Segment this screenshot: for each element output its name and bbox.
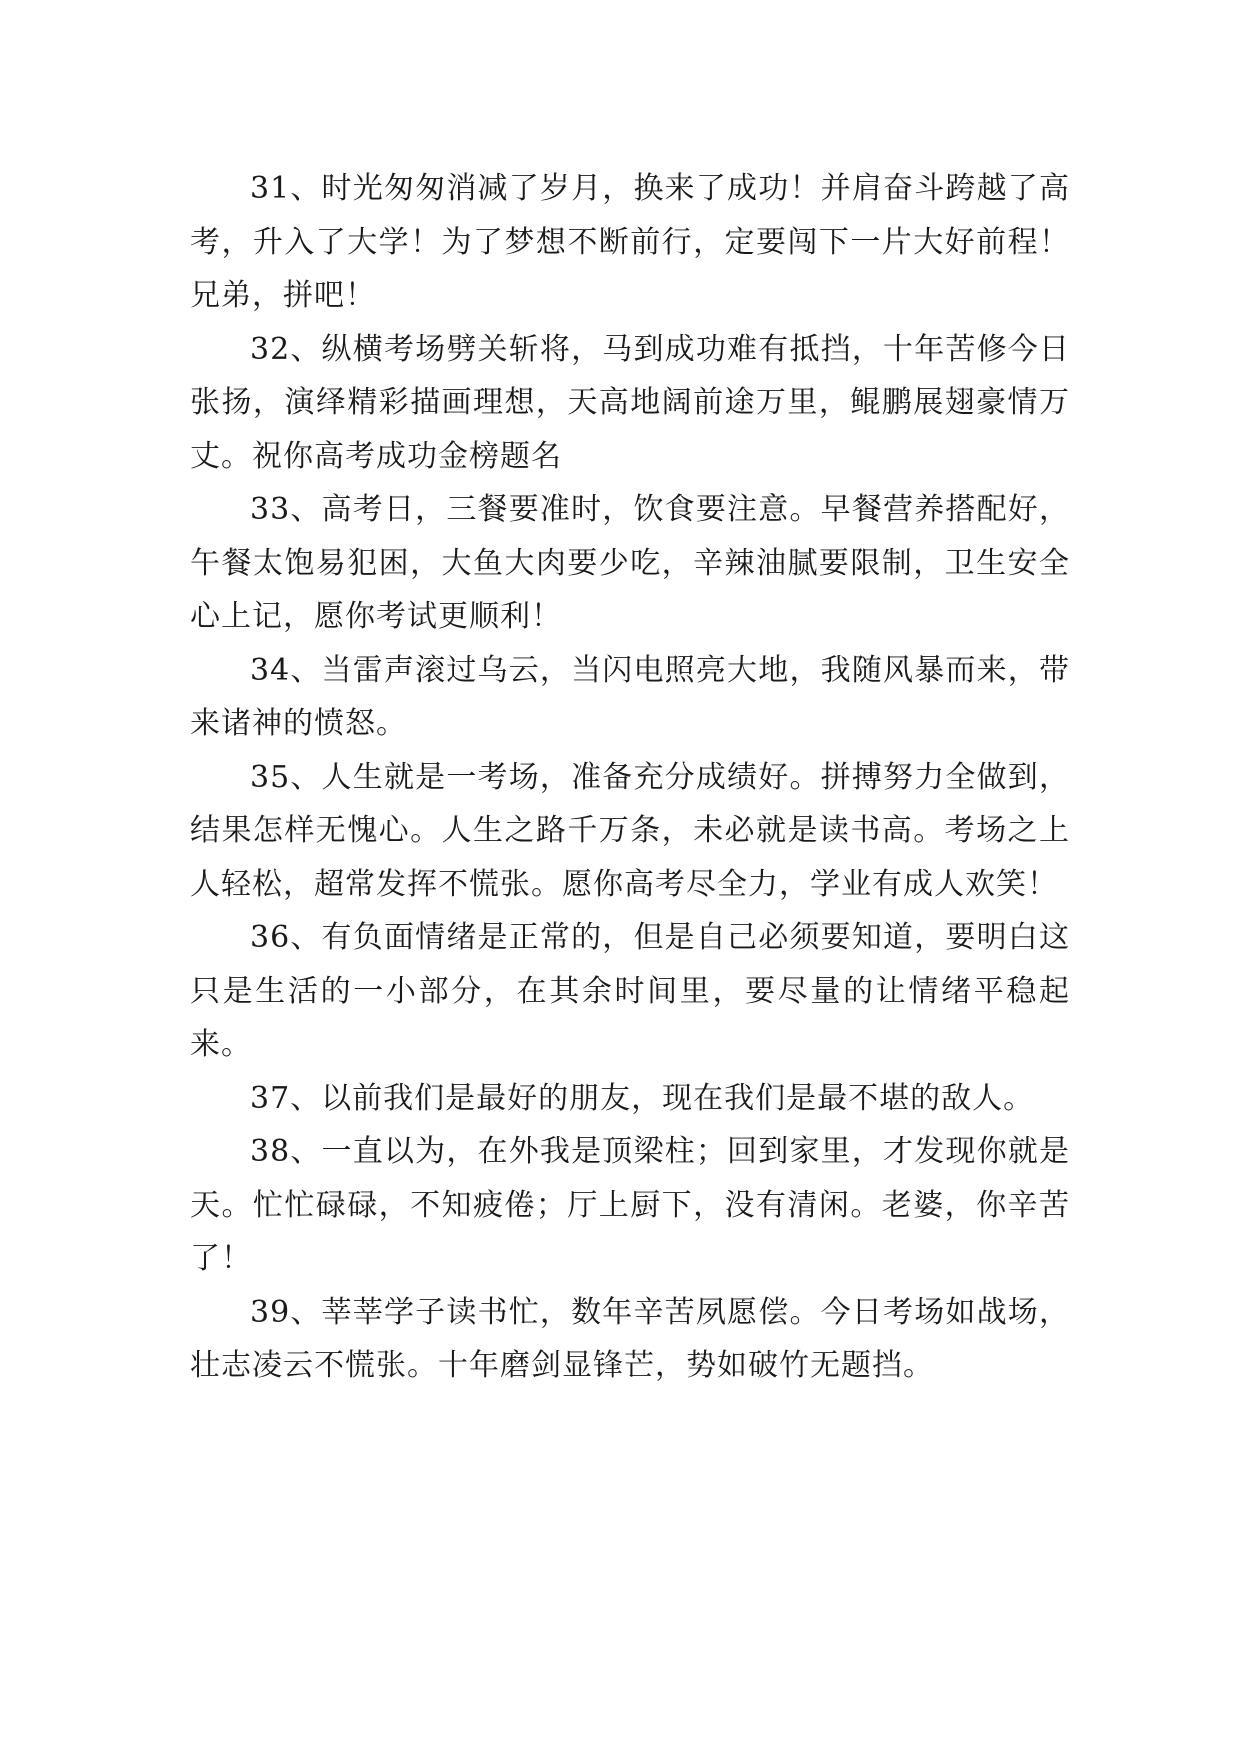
paragraph-38: 38、一直以为，在外我是顶梁柱；回到家里，才发现你就是天。忙忙碌碌，不知疲倦；厅上厨下，没有清闲。老婆，你辛苦了！ — [190, 1134, 1070, 1276]
paragraph-37: 37、以前我们是最好的朋友，现在我们是最不堪的敌人。 — [250, 1080, 1035, 1116]
paragraph-39: 39、莘莘学子读书忙，数年辛苦夙愿偿。今日考场如战场，壮志凌云不慌张。十年磨剑显锋芒，势如破竹无题挡。 — [190, 1294, 1070, 1383]
document-body — [190, 162, 1070, 1393]
paragraph-32: 32、纵横考场劈关斩将，马到成功难有抵挡，十年苦修今日张扬，演绎精彩描画理想，天高地阔前途万里，鲲鹏展翅豪情万丈。祝你高考成功金榜题名 — [190, 331, 1070, 474]
paragraph-34: 34、当雷声滚过乌云，当闪电照亮大地，我随风暴而来，带来诸神的愤怒。 — [190, 652, 1070, 741]
paragraph-36: 36、有负面情绪是正常的，但是自己必须要知道，要明白这只是生活的一小部分，在其余时间里，要尽量的让情绪平稳起来。 — [190, 920, 1070, 1062]
paragraph-31: 31、时光匆匆消减了岁月，换来了成功！并肩奋斗跨越了高考，升入了大学！为了梦想不断前行，定要闯下一片大好前程！兄弟，拼吧！ — [190, 171, 1070, 313]
paragraph-33: 33、高考日，三餐要准时，饮食要注意。早餐营养搭配好，午餐太饱易犯困，大鱼大肉要少吃，辛辣油腻要限制，卫生安全心上记，愿你考试更顺利！ — [190, 492, 1070, 634]
paragraph-35: 35、人生就是一考场，准备充分成绩好。拼搏努力全做到，结果怎样无愧心。人生之路千万条，未必就是读书高。考场之上人轻松，超常发挥不慌张。愿你高考尽全力，学业有成人欢笑！ — [190, 759, 1070, 902]
